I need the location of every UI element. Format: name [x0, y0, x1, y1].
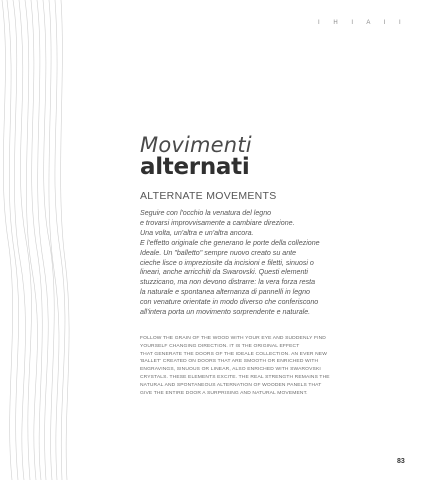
italian-line: cieche lisce o impreziosite da incisioni e filetti, sinuosi o [140, 258, 314, 267]
english-line: GIVE THE ENTIRE DOOR A SURPRISING AND NATURAL MOVEMENT. [140, 390, 308, 396]
italian-line: E l'effetto originale che generano le porte della collezione [140, 238, 320, 247]
english-paragraph [140, 335, 395, 397]
english-line: 'BALLET' CREATED ON DOORS THAT ARE SMOOTH OR ENRICHED WITH [140, 359, 319, 365]
article-title-bold: alternati [140, 154, 250, 180]
italian-line: con venature orientate in modo diverso che conferiscono [140, 298, 319, 307]
article-subtitle: ALTERNATE MOVEMENTS [140, 190, 277, 202]
english-line: NATURAL AND SPONTANEOUS ALTERNATION OF WOODEN PANELS THAT [140, 382, 322, 388]
italian-line: Una volta, un'altra e un'altra ancora. [140, 228, 254, 237]
article-title-italic: Movimenti [140, 133, 252, 157]
italian-line: stuzzicano, ma non devono distrarre: la vera forza resta [140, 278, 316, 287]
english-line: ENGRAVINGS, SINUOUS OR LINEAR, ALSO ENRICHED WITH SWAROVSKI [140, 367, 321, 373]
page-number: 83 [397, 458, 405, 465]
english-line: CRYSTALS. THESE ELEMENTS EXCITE. THE REAL STRENGTH REMAINS THE [140, 374, 330, 380]
italian-line: e trovarsi improvvisamente a cambiare direzione. [140, 218, 295, 227]
english-line: FOLLOW THE GRAIN OF THE WOOD WITH YOUR EYE AND SUDDENLY FIND [140, 336, 326, 341]
italian-line: la naturale e spontanea alternanza di pannelli in legno [140, 288, 310, 297]
italian-line: lineari, anche arricchiti da Swarovski. Questi elementi [140, 268, 308, 277]
wood-grain-decoration [0, 0, 86, 480]
brand-logo: I H I A I I [318, 20, 407, 26]
english-line: YOURSELF CHANGING DIRECTION. IT IS THE ORIGINAL EFFECT [140, 343, 300, 349]
italian-line: Ideale. Un "balletto" sempre nuovo creato su ante [140, 248, 297, 257]
italian-paragraph [140, 209, 395, 318]
italian-line: Seguire con l'occhio la venatura del legno [140, 209, 272, 217]
english-line: THAT GENERATE THE DOORS OF THE IDEALE COLLECTION. AN EVER NEW [140, 351, 327, 357]
italian-line: all'intera porta un movimento sorprendente e naturale. [140, 308, 311, 317]
